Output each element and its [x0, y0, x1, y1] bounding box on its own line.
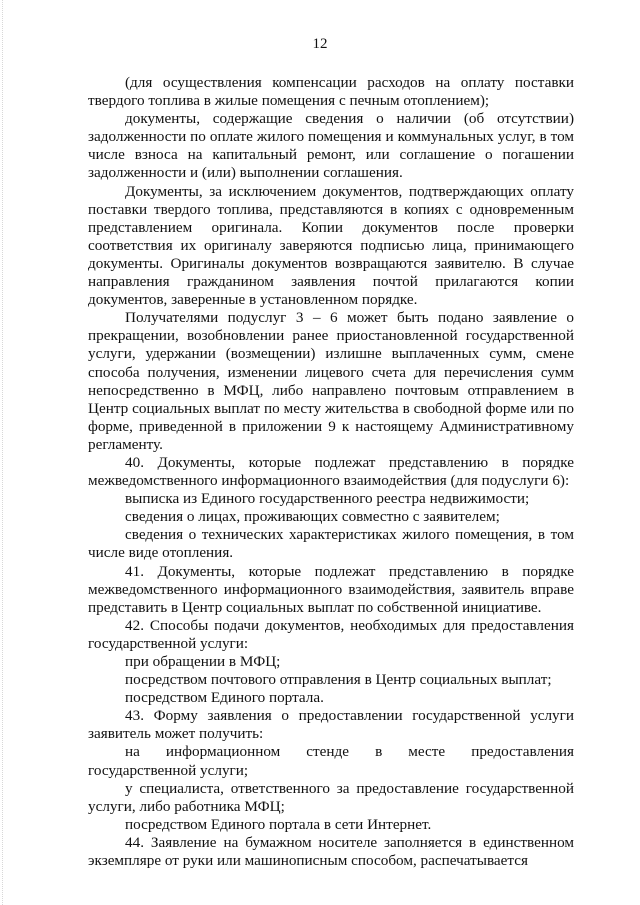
paragraph-item-40-registry-extract: выписка из Единого государственного реестра недвижимости;	[125, 490, 530, 508]
paragraph-item-43-specialist: у специалиста, ответственного за предоставление государственной услуги, либо работника МФЦ;	[88, 779, 574, 815]
paragraph-solid-fuel-continuation: (для осуществления компенсации расходов на оплату поставки твердого топлива в жилые помещения с печным отоплением);	[88, 74, 574, 110]
paragraph-debt-documents: документы, содержащие сведения о наличии (об отсутствии) задолженности по оплате жилого помещения и коммунальных услуг, в том числе взноса на капитальный ремонт, или соглашение о погашении задолженности и (или) выполнении соглашения.	[88, 110, 574, 182]
paragraph-item-40-cohabitants: сведения о лицах, проживающих совместно с заявителем;	[125, 508, 500, 526]
paragraph-item-42-portal: посредством Единого портала.	[125, 689, 324, 707]
paragraph-item-43-stand: на информационном стенде в месте предоставления государственной услуги;	[88, 743, 574, 779]
paragraph-item-44: 44. Заявление на бумажном носителе заполняется в единственном экземпляре от руки или машинописным способом, распечатывается	[88, 833, 574, 870]
paragraph-item-43-internet: посредством Единого портала в сети Интернет.	[125, 815, 432, 833]
paragraph-item-40: 40. Документы, которые подлежат представлению в порядке межведомственного информационного взаимодействия (для подуслуги 6):	[88, 453, 574, 490]
paragraph-subservice-recipients: Получателями подуслуг 3 – 6 может быть подано заявление о прекращении, возобновлении ранее приостановленной государственной услуги, удержании (возмещении) излишне выплаченных сумм, смене способа получения, изменении лицевого счета для перечисления сумм непосредственно в МФЦ, либо направлено почтовым отправлением в Центр социальных выплат по месту жительства в свободной форме или по форме, приведенной в приложении 9 к настоящему Административному регламенту.	[88, 309, 574, 453]
paragraph-item-42: 42. Способы подачи документов, необходимых для предоставления государственной услуги:	[88, 616, 574, 652]
page-number: 12	[312, 36, 328, 52]
paragraph-item-41: 41. Документы, которые подлежат представлению в порядке межведомственного информационного взаимодействия, заявитель вправе представить в Центр социальных выплат по собственной инициативе.	[88, 562, 574, 616]
document-body	[88, 74, 574, 870]
paragraph-document-copies: Документы, за исключением документов, подтверждающих оплату поставки твердого топлива, представляются в копиях с одновременным представлением оригинала. Копии документов после проверки соответствия их оригиналу заверяются подписью лица, принимающего документы. Оригиналы документов возвращаются заявителю. В случае направления гражданином заявления почтой прилагаются копии документов, заверенные в установленном порядке.	[88, 182, 574, 309]
paragraph-item-42-post: посредством почтового отправления в Центр социальных выплат;	[125, 671, 552, 689]
paragraph-item-42-mfc: при обращении в МФЦ;	[125, 653, 281, 670]
paragraph-item-43: 43. Форму заявления о предоставлении государственной услуги заявитель может получить:	[88, 707, 574, 743]
paragraph-item-40-technical-info: сведения о технических характеристиках жилого помещения, в том числе виде отопления.	[88, 526, 574, 562]
scan-edge-mark	[2, 0, 4, 905]
